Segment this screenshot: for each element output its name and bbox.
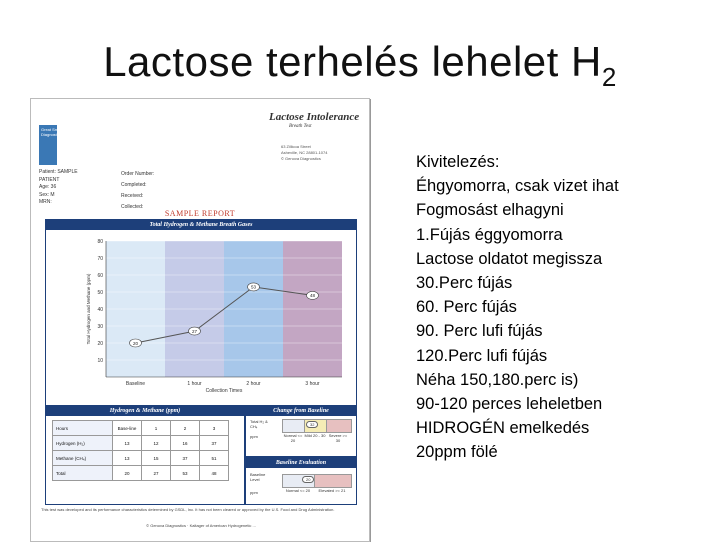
- x-axis-label: Collection Times: [205, 388, 243, 394]
- table-cell: 51: [200, 451, 229, 466]
- table-cell: 16: [171, 436, 200, 451]
- y-tick-label: 50: [97, 290, 103, 296]
- row-label: Hydrogen (H₂): [53, 436, 113, 451]
- order-line: Collected:: [121, 204, 144, 210]
- baseline-unit: ppm: [250, 490, 258, 495]
- table-cell: 37: [171, 451, 200, 466]
- patient-line: Age: 36: [39, 184, 57, 190]
- data-label: 48: [309, 293, 316, 299]
- breath-gas-chart: [46, 231, 356, 407]
- baseline-elevated-zone: [314, 474, 352, 488]
- table-header-cell: Hours: [53, 421, 113, 436]
- order-line: Received:: [121, 193, 144, 199]
- slide-title: Lactose terhelés lehelet $H_2$: [103, 38, 617, 92]
- report-subtitle: Breath Test: [289, 124, 312, 129]
- scale-mild: Mild 20 - 30: [304, 433, 326, 438]
- scale-severe: Severe >= 30: [328, 433, 348, 443]
- table-cell: 48: [200, 466, 229, 481]
- change-panel: [245, 405, 357, 457]
- note-line: Lactose oldatot megissza: [416, 249, 603, 268]
- table-cell: 37: [200, 436, 229, 451]
- patient-line: Patient: SAMPLE: [39, 169, 78, 175]
- baseline-value: 20: [302, 476, 314, 483]
- lab-address: [281, 144, 327, 162]
- report-footer: © Genova Diagnostics · Kaltager of American Hydrogenetic ...: [146, 523, 256, 528]
- table-cell: 12: [142, 436, 171, 451]
- address-line: © Genova Diagnostics: [281, 156, 321, 161]
- report-footnote: This test was developed and its performance characteristics determined by GSDL, Inc. It has not been cleared or approved by the U.S. Food and Drug Administration.: [41, 507, 335, 512]
- note-line: 90. Perc lufi fújás: [416, 322, 543, 341]
- address-line: Asheville, NC 28801-1074: [281, 150, 328, 155]
- baseline-panel: [245, 457, 357, 505]
- table-row: [53, 466, 229, 481]
- patient-line: Sex: M: [39, 191, 55, 198]
- table-header-cell: 3: [200, 421, 229, 436]
- baseline-scale-normal: Normal <= 20: [285, 488, 311, 493]
- y-tick-label: 60: [97, 273, 103, 279]
- table-cell: 20: [113, 466, 142, 481]
- table-header-cell: Base-line: [113, 421, 142, 436]
- data-label: 27: [191, 328, 198, 334]
- x-tick-label: 1 hour: [187, 381, 202, 387]
- lab-logo-text: Great Smokies Diagnostic Lab: [41, 127, 68, 137]
- note-line: Néha 150,180.perc is): [416, 370, 579, 389]
- report-title: Lactose Intolerance: [269, 111, 360, 123]
- y-tick-label: 40: [97, 307, 103, 313]
- normal-zone: [282, 419, 306, 433]
- note-line: 120.Perc lufi fújás: [416, 346, 548, 365]
- chart-header: Total Hydrogen & Methane Breath Gases: [46, 220, 356, 230]
- x-tick-label: 3 hour: [305, 381, 320, 387]
- sample-report-label: SAMPLE REPORT: [164, 209, 236, 218]
- baseline-label: Baseline Level: [250, 472, 266, 482]
- note-line: 90-120 perces leheletben: [416, 395, 603, 414]
- change-label: Total H₂ & CH₄: [250, 419, 268, 429]
- scale-normal: Normal <= 20: [283, 433, 303, 443]
- table-row: [53, 436, 229, 451]
- note-line: 20ppm fölé: [416, 443, 498, 462]
- x-tick-label: Baseline: [125, 381, 146, 387]
- x-tick-label: 2 hour: [246, 381, 261, 387]
- table-header-cell: 2: [171, 421, 200, 436]
- order-line: Order Number:: [121, 171, 155, 177]
- table-header: Hydrogen & Methane (ppm): [46, 406, 244, 416]
- y-tick-label: 70: [97, 256, 103, 262]
- change-value: 32: [306, 421, 318, 428]
- change-header: Change from Baseline: [246, 406, 356, 416]
- note-line: 1.Fújás éggyomorra: [416, 225, 563, 244]
- y-tick-label: 80: [97, 239, 103, 245]
- order-line: Completed:: [121, 182, 147, 188]
- y-axis-label: Total Hydrogen and Methane (ppm): [86, 273, 91, 345]
- y-tick-label: 30: [97, 324, 103, 330]
- table-cell: 27: [142, 466, 171, 481]
- order-info: [121, 169, 154, 213]
- table-header-cell: 1: [142, 421, 171, 436]
- y-tick-label: 10: [97, 358, 103, 364]
- note-line: 60. Perc fújás: [416, 298, 517, 317]
- procedure-notes: [416, 150, 716, 465]
- gas-table-panel: [45, 405, 245, 505]
- breath-gas-chart-panel: [45, 219, 357, 409]
- table-row: [53, 451, 229, 466]
- note-line: HIDROGÉN emelkedés: [416, 419, 590, 438]
- patient-info: [39, 169, 78, 207]
- change-unit: ppm: [250, 434, 258, 439]
- baseline-header: Baseline Evaluation: [246, 458, 356, 468]
- note-line: Kivitelezés:: [416, 153, 500, 171]
- note-line: 30.Perc fújás: [416, 274, 513, 293]
- address-line: 63 Zillicoa Street: [281, 144, 311, 149]
- gas-table: [52, 420, 229, 481]
- report-image: [30, 98, 370, 542]
- row-label: Methane (CH₄): [53, 451, 113, 466]
- table-cell: 13: [113, 436, 142, 451]
- data-label: 20: [132, 340, 139, 346]
- table-cell: 15: [142, 451, 171, 466]
- baseline-scale-elevated: Elevated >= 21: [318, 488, 346, 493]
- patient-line: PATIENT: [39, 176, 60, 183]
- patient-line: MRN:: [39, 199, 52, 205]
- note-line: Fogmosást elhagyni: [416, 201, 564, 220]
- severe-zone: [326, 419, 352, 433]
- row-label: Total: [53, 466, 113, 481]
- y-tick-label: 20: [97, 341, 103, 347]
- table-cell: 53: [171, 466, 200, 481]
- data-label: 53: [250, 284, 257, 290]
- table-cell: 13: [113, 451, 142, 466]
- note-line: Éhgyomorra, csak vizet ihat: [416, 177, 619, 196]
